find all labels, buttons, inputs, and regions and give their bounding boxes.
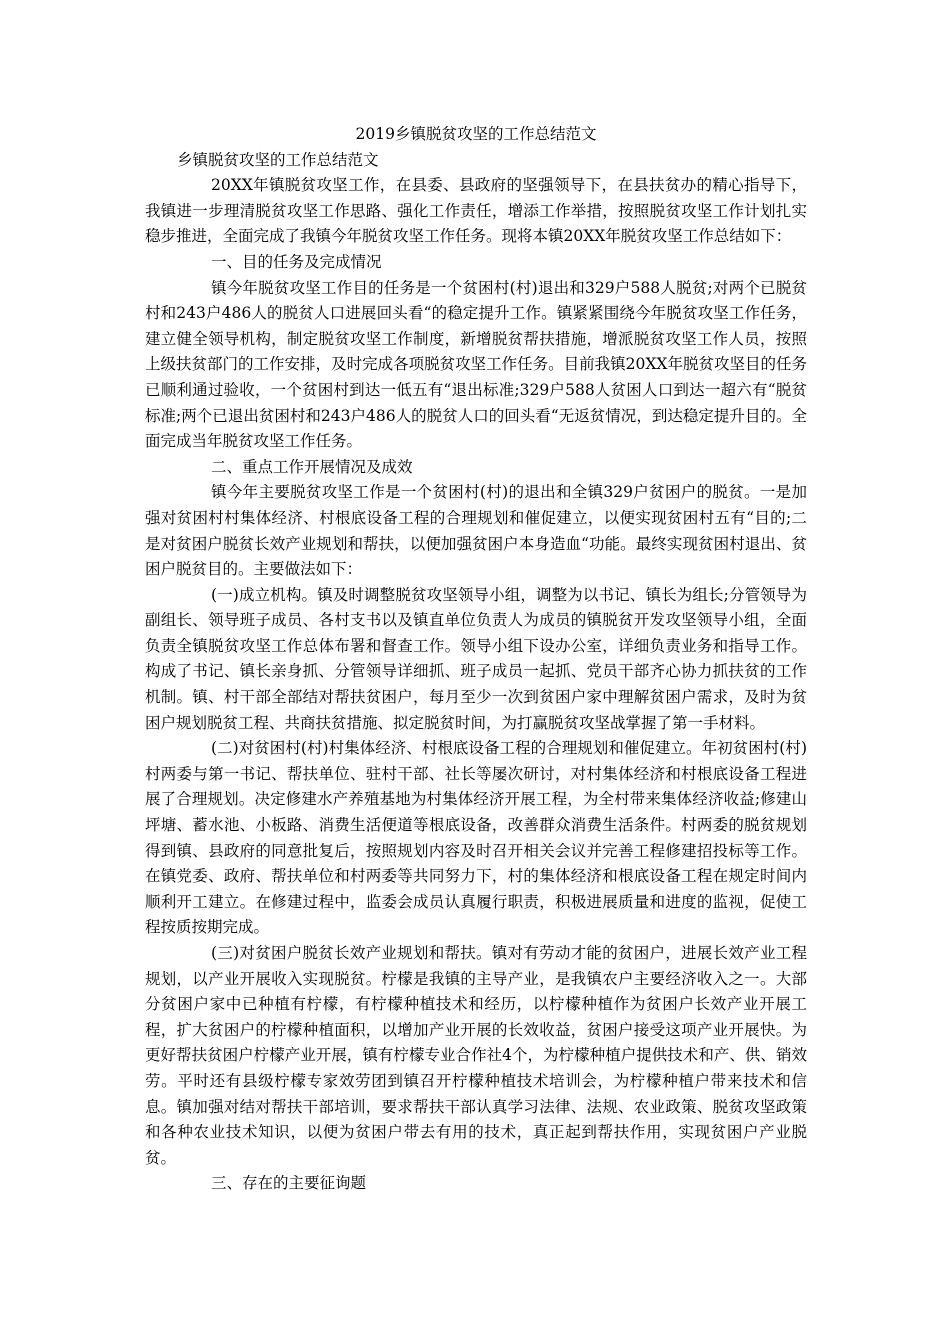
paragraph-item-3: (三)对贫困户脱贫长效产业规划和帮扶。镇对有劳动才能的贫困户，进展长效产业工程规划，以产业开展收入实现脱贫。柠檬是我镇的主导产业，是我镇农户主要经济收入之一。大部分贫困户家中已种植有柠檬，有柠檬种植技术和经历，以柠檬种植作为贫困户长效产业开展工程，扩大贫困户的柠檬种植面积，以增加产业开展的长效收益，贫困户接受这项产业开展快。为更好帮扶贫困户柠檬产业开展，镇有柠檬专业合作社4个，为柠檬种植户提供技术和产、供、销效劳。平时还有县级柠檬专家效劳团到镇召开柠檬种植技术培训会，为柠檬种植户带来技术和信息。镇加强对结对帮扶干部培训，要求帮扶干部认真学习法律、法规、农业政策、脱贫攻坚政策和各种农业技术知识，以便为贫困户带去有用的技术，真正起到帮扶作用，实现贫困户产业脱贫。 xyxy=(145,944,807,1167)
section-heading-1: 一、目的任务及完成情况 xyxy=(211,252,382,271)
paragraph-section-2: 镇今年主要脱贫攻坚工作是一个贫困村(村)的退出和全镇329户贫困户的脱贫。一是加强对贫困村村集体经济、村根底设备工程的合理规划和催促建立，以便实现贫困村五有“目的;二是对贫困户脱贫长效产业规划和帮扶，以便加强贫困户本身造血“功能。最终实现贫困村退出、贫困户脱贫目的。主要做法如下： xyxy=(145,483,807,579)
document-subtitle: 乡镇脱贫攻坚的工作总结范文 xyxy=(177,150,379,169)
paragraph-section-1: 镇今年脱贫攻坚工作目的任务是一个贫困村(村)退出和329户588人脱贫;对两个已脱贫村和243户486人的脱贫人口进展回头看“的稳定提升工作。镇紧紧围绕今年脱贫攻坚工作任务，建立健全领导机构，制定脱贫攻坚工作制度，新增脱贫帮扶措施，增派脱贫攻坚工作人员，按照上级扶贫部门的工作安排，及时完成各项脱贫攻坚工作任务。目前我镇20XX年脱贫攻坚目的任务已顺利通过验收，一个贫困村到达一低五有“退出标准;329户588人贫困人口到达一超六有“脱贫标准;两个已退出贫困村和243户486人的脱贫人口的回头看“无返贫情况，到达稳定提升目的。全面完成当年脱贫攻坚工作任务。 xyxy=(145,278,807,451)
paragraph-intro: 20XX年镇脱贫攻坚工作，在县委、县政府的坚强领导下，在县扶贫办的精心指导下，我镇进一步理清脱贫攻坚工作思路、强化工作责任，增添工作举措，按照脱贫攻坚工作计划扎实稳步推进，全面完成了我镇今年脱贫攻坚工作任务。现将本镇20XX年脱贫攻坚工作总结如下： xyxy=(145,176,807,246)
paragraph-item-2: (二)对贫困村(村)村集体经济、村根底设备工程的合理规划和催促建立。年初贫困村(村)村两委与第一书记、帮扶单位、驻村干部、社长等屡次研讨，对村集体经济和村根底设备工程进展了合理规划。决定修建水产养殖基地为村集体经济开展工程，为全村带来集体经济收益;修建山坪塘、蓄水池、小板路、消费生活便道等根底设备，改善群众消费生活条件。村两委的脱贫规划得到镇、县政府的同意批复后，按照规划内容及时召开相关会议并完善工程修建招投标等工作。在镇党委、政府、帮扶单位和村两委等共同努力下，村的集体经济和根底设备工程在规定时间内顺利开工建立。在修建过程中，监委会成员认真履行职责，积极进展质量和进度的监视，促使工程按质按期完成。 xyxy=(145,739,807,937)
document-title: 2019乡镇脱贫攻坚的工作总结范文 xyxy=(355,125,597,143)
section-heading-2: 二、重点工作开展情况及成效 xyxy=(211,457,413,476)
paragraph-item-1: (一)成立机构。镇及时调整脱贫攻坚领导小组，调整为以书记、镇长为组长;分管领导为副组长、领导班子成员、各村支书以及镇直单位负责人为成员的镇脱贫开发攻坚领导小组，全面负责全镇脱贫攻坚工作总体布署和督查工作。领导小组下设办公室，详细负责业务和指导工作。构成了书记、镇长亲身抓、分管领导详细抓、班子成员一起抓、党员干部齐心协力抓扶贫的工作机制。镇、村干部全部结对帮扶贫困户，每月至少一次到贫困户家中理解贫困户需求，及时为贫困户规划脱贫工程、共商扶贫措施、拟定脱贫时间，为打赢脱贫攻坚战掌握了第一手材料。 xyxy=(145,585,807,732)
document-body xyxy=(145,122,807,1197)
section-heading-3: 三、存在的主要征询题 xyxy=(211,1174,367,1193)
